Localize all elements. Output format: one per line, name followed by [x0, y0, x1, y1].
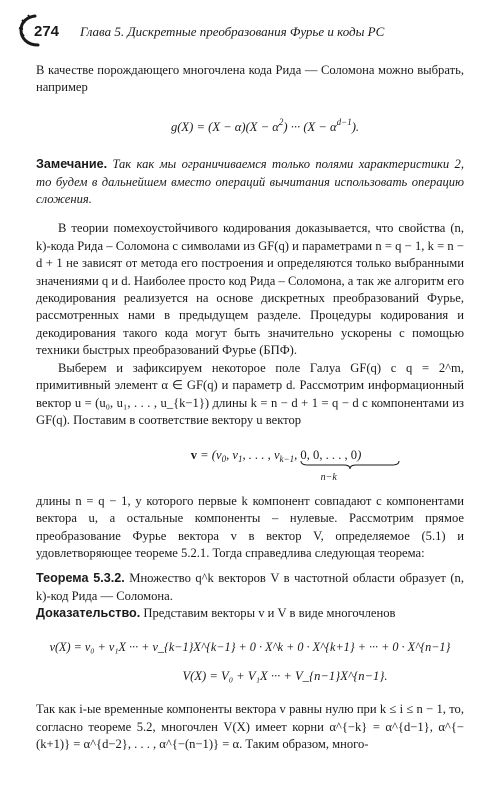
intro-paragraph: В качестве порождающего многочлена кода Рида — Соломона можно выбрать, например: [36, 63, 464, 95]
vector-length-paragraph: длины n = q − 1, у которого первые k компонент совпадают с компонентами вектора u, а остальные компоненты – нулевые. Рассмотрим прямое преобразование Фурье вектора v в вектор V, определяемое (5.1) и удовлетворяющее теореме 5.2.1. Тогда справедлива следующая теорема:: [36, 493, 464, 560]
proof-text: Представим векторы v и V в виде многочленов: [143, 606, 396, 621]
vector-v-comma-1: , v: [226, 448, 238, 463]
vector-v-comma-3: ,: [294, 448, 301, 463]
formula-g-lhs: g(X) =: [170, 119, 209, 134]
formula-g-exp-1: 2: [278, 116, 284, 127]
underbrace-label: n−k: [320, 472, 337, 484]
vector-v-comma-2: , . . . , v: [242, 448, 280, 463]
page-body: [36, 62, 464, 754]
zero-padding-group: [300, 447, 358, 484]
proof: [36, 605, 464, 622]
proof-label: Доказательство.: [36, 606, 141, 621]
formula-g-close: ).: [351, 119, 360, 134]
vector-v-close: ): [357, 448, 362, 463]
theorem: [36, 570, 464, 605]
galois-field-paragraph: Выберем и зафиксируем некоторое поле Галуа GF(q) с q = 2^m, примитивный элемент α ∈ GF(q) и параметр d. Рассмотрим информационный вектор u = (u₀, u₁, . . . , u_{k−1}) длины k = n − d + 1 = q − d с компонентами из GF(q). Поставим в соответствие вектору u вектор: [36, 360, 464, 427]
generator-polynomial-formula: [66, 114, 464, 136]
vector-v-sub-0: 0: [221, 454, 227, 465]
running-title: Глава 5. Дискретные преобразования Фурье и коды РС: [80, 24, 385, 39]
zero-padding: 0, 0, . . . , 0: [300, 448, 358, 463]
formula-g-factor-2: ) ··· (X − α: [283, 119, 337, 134]
remark-text: Так как мы ограничиваемся только полями характеристики 2, то будем в дальнейшем вместо операций вычитания использовать операцию сложения.: [36, 157, 464, 207]
roots-paragraph: Так как i-ые временные компоненты вектора v равны нулю при k ≤ i ≤ n − 1, то, согласно теореме 5.2, многочлен V(X) имеет корни α^{−k} = α^{d−1}, α^{−(k+1)} = α^{d−2}, . . . , α^{−(n−1)} = α. Таким образом, много-: [36, 702, 464, 752]
vector-v-symbol: v: [190, 448, 197, 463]
vector-v-sub-k: k−1: [279, 454, 295, 465]
formula-g-factor-1: (X − α)(X − α: [208, 119, 279, 134]
polynomial-V-formula: V(X) = V₀ + V₁X ··· + V_{n−1}X^{n−1}.: [182, 668, 388, 683]
theory-paragraph: В теории помехоустойчивого кодирования доказывается, что свойства (n, k)-кода Рида – Соломона с символами из GF(q) и параметрами n = q − 1, k = n − d + 1 не зависят от метода его построения и определяются только выбранными значениями q и d. Наиболее просто код Рида – Соломона, а так же алгоритм его декодирования реализуется на основе дискретных преобразований Фурье, рассмотренных нами в предыдущем разделе. Процедуры кодирования и декодирования такого кода могут быть значительно ускорены с помощью техники быстрых преобразований Фурье (БПФ).: [36, 221, 464, 358]
polynomial-v-formula: v(X) = v₀ + v₁X ··· + v_{k−1}X^{k−1} + 0 · X^k + 0 · X^{k+1} + ··· + 0 · X^{n−1}: [49, 639, 451, 654]
vector-v-sub-1: 1: [237, 454, 243, 465]
vector-v-formula: [88, 447, 464, 484]
theorem-label: Теорема 5.3.2.: [36, 571, 125, 586]
page-number: 274: [34, 23, 60, 40]
formula-g-exp-2: d−1: [336, 116, 352, 127]
remark-label: Замечание.: [36, 157, 108, 172]
underbrace-icon: [300, 461, 400, 469]
theorem-text: Множество q^k векторов V в частотной области образует (n, k)-код Рида — Соломона.: [36, 571, 464, 603]
vector-v-eq: = (v: [196, 448, 222, 463]
remark: [36, 156, 464, 208]
page-header: [18, 14, 478, 48]
